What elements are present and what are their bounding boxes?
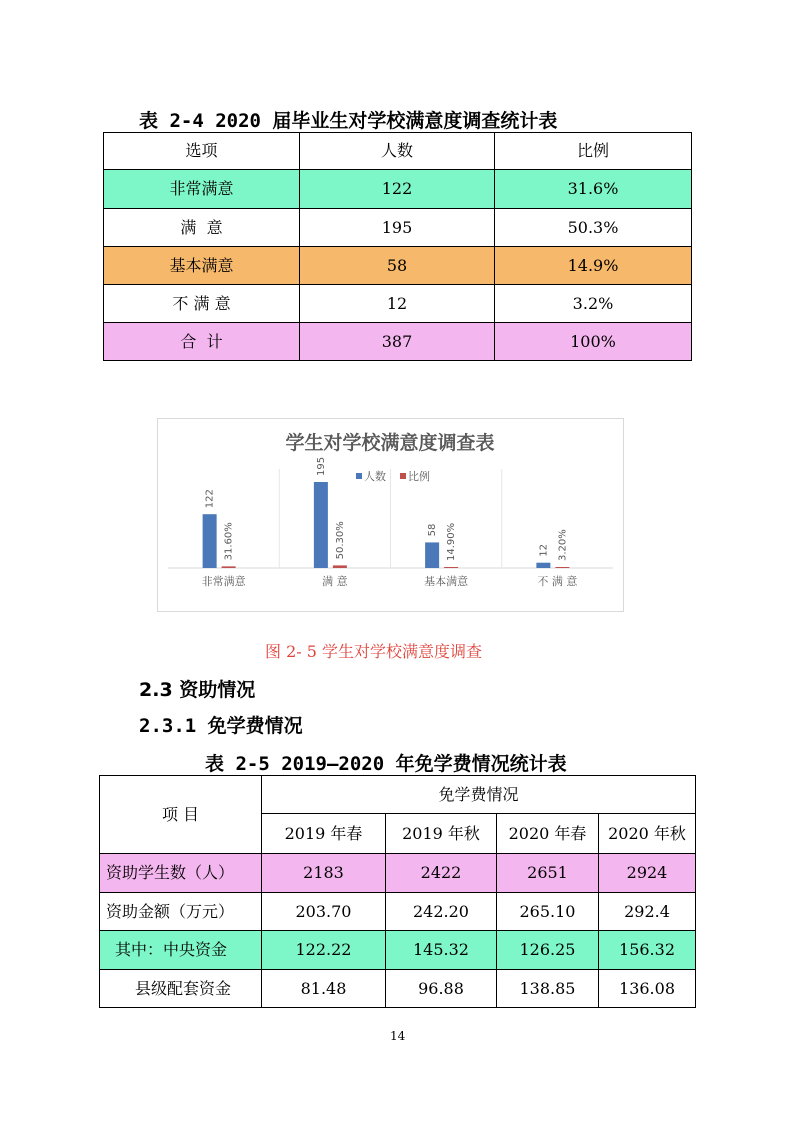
category-label: 非常满意 (201, 575, 246, 588)
bar-ratio-label: 3.20% (557, 529, 569, 561)
table2-cell: 292.4 (599, 893, 696, 931)
category-label: 基本满意 (424, 575, 469, 588)
table2-cell: 145.32 (386, 931, 497, 970)
table1-header-cell: 选项 (104, 133, 300, 170)
satisfaction-table (103, 132, 692, 361)
table2-group-header-row (100, 776, 696, 814)
table1-cell: 31.6% (495, 170, 692, 209)
section-heading: 2.3 资助情况 (139, 679, 256, 701)
table1-cell: 122 (300, 170, 495, 209)
bar-count-label: 58 (427, 523, 439, 537)
table1-cell: 387 (300, 323, 495, 361)
table2-cell: 2183 (262, 854, 386, 893)
bar-count-label: 122 (204, 489, 216, 509)
table-row (100, 970, 696, 1008)
table2-cell: 122.22 (262, 931, 386, 970)
legend-label: 比例 (408, 470, 430, 483)
bar-count (203, 514, 217, 568)
legend-label: 人数 (364, 470, 386, 483)
table-row (104, 209, 692, 247)
bar-ratio-label: 14.90% (446, 522, 458, 561)
chart-legend (356, 469, 430, 483)
table-row (100, 931, 696, 970)
category-label: 满 意 (322, 575, 348, 588)
table2-cell: 2422 (386, 854, 497, 893)
table2-cell: 2651 (497, 854, 599, 893)
table2-cell: 136.08 (599, 970, 696, 1008)
table1-cell: 58 (300, 247, 495, 285)
table1-cell: 3.2% (495, 285, 692, 323)
bar-ratio-label: 31.60% (223, 522, 235, 561)
table1-cell: 195 (300, 209, 495, 247)
table2-cell: 2924 (599, 854, 696, 893)
table1-header-row (104, 133, 692, 170)
table2-column-header: 2019 年秋 (386, 814, 497, 854)
table2-cell: 81.48 (262, 970, 386, 1008)
table2-cell: 203.70 (262, 893, 386, 931)
table2-cell: 265.10 (497, 893, 599, 931)
bar-ratio (222, 566, 236, 568)
table2-cell: 96.88 (386, 970, 497, 1008)
category-label: 不 满 意 (537, 575, 578, 588)
table2-column-header: 2020 年秋 (599, 814, 696, 854)
bar-ratio (333, 565, 347, 568)
chart-title: 学生对学校满意度调查表 (285, 432, 495, 454)
table1-cell: 100% (495, 323, 692, 361)
bar-count-label: 12 (538, 543, 550, 557)
table2-row-label: 资助学生数（人） (100, 854, 262, 893)
subsection-heading: 2.3.1 免学费情况 (139, 715, 303, 737)
table2-row-label: 其中：中央资金 (100, 931, 262, 970)
table1-header-cell: 人数 (300, 133, 495, 170)
table2-cell: 138.85 (497, 970, 599, 1008)
table1-cell: 50.3% (495, 209, 692, 247)
satisfaction-chart (157, 418, 624, 612)
table1-cell: 12 (300, 285, 495, 323)
table2-cell: 156.32 (599, 931, 696, 970)
table-row (104, 247, 692, 285)
figure-caption: 图 2- 5 学生对学校满意度调查 (265, 642, 483, 661)
table2-cell: 242.20 (386, 893, 497, 931)
bar-count (314, 482, 328, 568)
tuition-table (99, 775, 696, 1008)
table1-cell: 合 计 (104, 323, 300, 361)
table-row (104, 285, 692, 323)
table1-cell: 非常满意 (104, 170, 300, 209)
table-row (100, 893, 696, 931)
table-row (104, 170, 692, 209)
bar-count-label: 195 (315, 456, 327, 476)
legend-swatch (400, 473, 406, 479)
table2-column-header: 2020 年春 (497, 814, 599, 854)
legend-swatch (356, 473, 362, 479)
table1-cell: 不 满 意 (104, 285, 300, 323)
table2-column-header: 2019 年春 (262, 814, 386, 854)
table2-cell: 126.25 (497, 931, 599, 970)
table2-item-header: 项 目 (100, 776, 262, 854)
table2-group-header: 免学费情况 (262, 776, 696, 814)
table-row (104, 323, 692, 361)
table1-cell: 满 意 (104, 209, 300, 247)
bar-ratio-label: 50.30% (334, 521, 346, 560)
table2-title: 表 2-5 2019—2020 年免学费情况统计表 (205, 753, 567, 775)
bar-count (425, 542, 439, 568)
table2-row-label: 县级配套资金 (100, 970, 262, 1008)
table1-title: 表 2-4 2020 届毕业生对学校满意度调查统计表 (139, 110, 558, 132)
table1-cell: 14.9% (495, 247, 692, 285)
page-number: 14 (390, 1029, 406, 1043)
table2-row-label: 资助金额（万元） (100, 893, 262, 931)
table-row (100, 854, 696, 893)
bar-count (536, 563, 550, 568)
table1-cell: 基本满意 (104, 247, 300, 285)
bar-ratio (555, 567, 569, 568)
chart-body (168, 457, 613, 588)
bar-ratio (444, 567, 458, 568)
table1-header-cell: 比例 (495, 133, 692, 170)
satisfaction-chart-svg (158, 419, 623, 611)
